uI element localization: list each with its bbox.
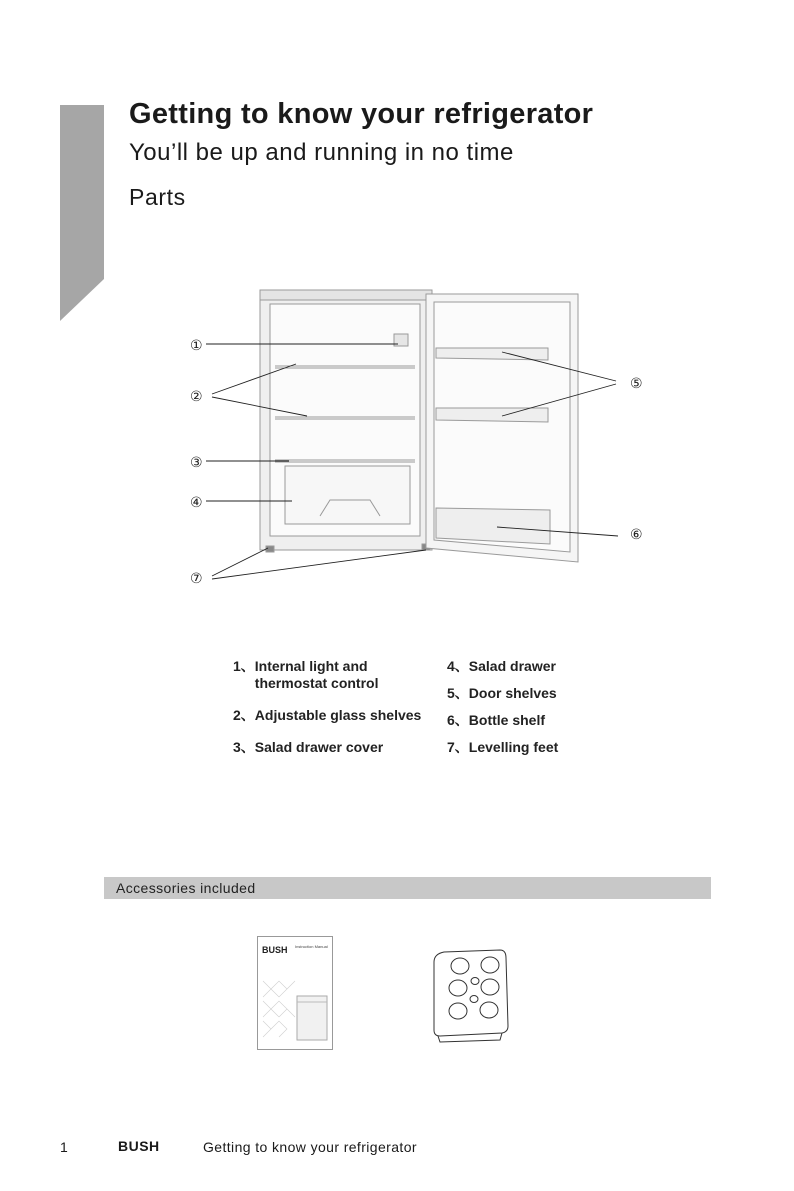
part-label: Levelling feet bbox=[468, 739, 559, 755]
section-heading-parts: Parts bbox=[129, 184, 186, 210]
callout-2: ② bbox=[190, 389, 203, 405]
accessories-heading: Accessories included bbox=[116, 880, 256, 896]
refrigerator-diagram bbox=[150, 280, 670, 590]
part-number: 3、 bbox=[233, 739, 255, 755]
part-number: 4、 bbox=[447, 658, 469, 674]
manual-title: Instruction Manual bbox=[295, 944, 328, 949]
instruction-manual-image bbox=[257, 936, 333, 1050]
parts-list-item-5 bbox=[447, 685, 557, 702]
brand-logo: BUSH bbox=[118, 1138, 160, 1154]
callout-6: ⑥ bbox=[630, 527, 643, 543]
part-number: 7、 bbox=[447, 739, 469, 755]
page-number: 1 bbox=[60, 1139, 68, 1155]
fridge-door bbox=[426, 294, 578, 562]
fridge-body bbox=[260, 290, 432, 552]
page-subtitle: You’ll be up and running in no time bbox=[129, 139, 514, 166]
callout-7: ⑦ bbox=[190, 571, 203, 587]
part-number: 1、 bbox=[233, 658, 255, 674]
callout-1: ① bbox=[190, 338, 203, 354]
part-number: 6、 bbox=[447, 712, 469, 728]
parts-list-item-2 bbox=[233, 707, 421, 724]
footer-section-title: Getting to know your refrigerator bbox=[203, 1139, 417, 1155]
page-title: Getting to know your refrigerator bbox=[129, 98, 594, 130]
parts-list-item-6 bbox=[447, 712, 545, 729]
part-number: 2、 bbox=[233, 707, 255, 723]
manual-fridge-illustration bbox=[297, 996, 327, 1040]
callout-3: ③ bbox=[190, 455, 203, 471]
part-number: 5、 bbox=[447, 685, 469, 701]
part-label: Adjustable glass shelves bbox=[254, 707, 422, 723]
part-label: Internal light and bbox=[254, 658, 368, 674]
parts-list-item-7 bbox=[447, 739, 558, 756]
callout-4: ④ bbox=[190, 495, 203, 511]
part-label-cont: thermostat control bbox=[254, 675, 379, 691]
accessories-header-bar bbox=[104, 877, 711, 899]
egg-tray-image bbox=[430, 948, 510, 1044]
part-label: Salad drawer cover bbox=[254, 739, 384, 755]
callout-5: ⑤ bbox=[630, 376, 643, 392]
manual-brand: BUSH bbox=[262, 945, 288, 955]
parts-list-item-1 bbox=[233, 658, 378, 692]
part-label: Salad drawer bbox=[468, 658, 556, 674]
part-label: Bottle shelf bbox=[468, 712, 546, 728]
parts-list-item-4 bbox=[447, 658, 556, 675]
section-tab-marker bbox=[60, 105, 104, 321]
part-label: Door shelves bbox=[468, 685, 557, 701]
parts-list-item-3 bbox=[233, 739, 383, 756]
